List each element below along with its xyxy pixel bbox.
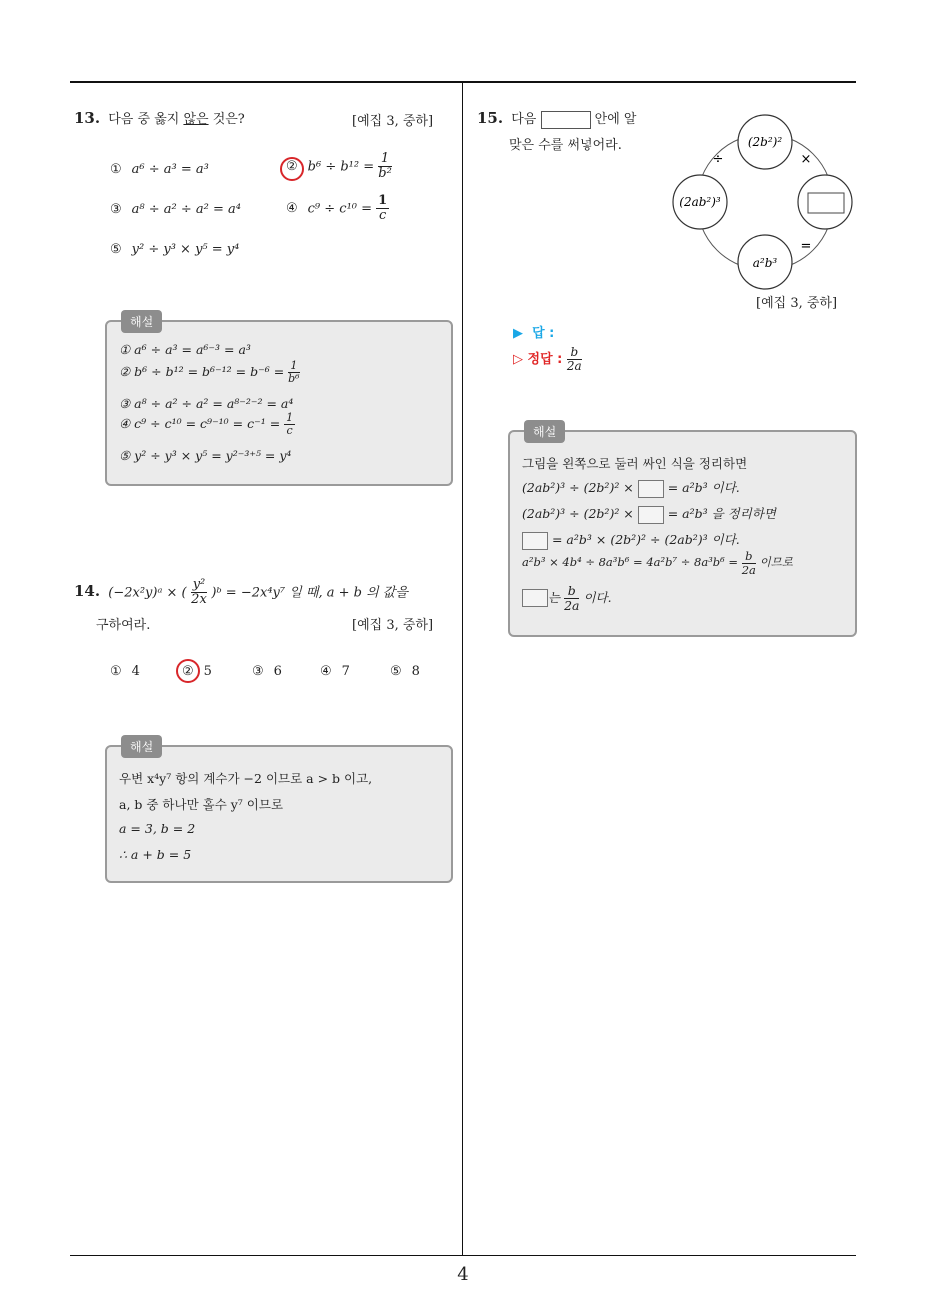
q15-prompt-pre: 다음 — [511, 112, 537, 127]
q13-solution-tag: 해설 — [121, 310, 162, 333]
q15-node-left-label: (2ab²)³ — [679, 195, 721, 209]
q13-prompt-underline: 않은 — [183, 112, 209, 127]
q15-sol-blank-2 — [638, 506, 664, 524]
q13-sol-line-4: ④ c⁹ ÷ c¹⁰ = c⁹⁻¹⁰ = c⁻¹ = $\frac{1}{c}$ — [119, 411, 294, 438]
q14-option-5[interactable]: ⑤ 8 — [390, 664, 420, 679]
q15-node-bottom-label: a²b³ — [752, 256, 778, 270]
q15-sol-line-6: 는 $\frac{b}{2a}$ 이다. — [522, 584, 612, 613]
q15-header — [477, 108, 636, 129]
q15-correct-arrow-icon: ▷ — [513, 352, 523, 368]
top-rule — [70, 81, 856, 83]
q13-sol-line-3: ③ a⁸ ÷ a² ÷ a² = a⁸⁻²⁻² = a⁴ — [119, 396, 294, 411]
q15-node-top-label: (2b²)² — [747, 135, 783, 149]
q15-node-right-blank — [808, 193, 844, 213]
q13-solution-box — [105, 315, 453, 486]
q14-tag: [예집 3, 중하] — [352, 618, 434, 633]
q15-sol-blank-3 — [522, 532, 548, 550]
q13-opt4-fraction: $\frac{1}{c}$ — [378, 193, 388, 224]
q15-correct-fraction: $\frac{b}{2a}$ — [566, 345, 582, 374]
q15-op-times: × — [800, 152, 812, 167]
q14-option-2[interactable]: ② 5 — [182, 664, 212, 679]
q13-tag: [예집 3, 중하] — [352, 114, 434, 129]
q15-sol-line-2: (2ab²)³ ÷ (2b²)² × = a²b³ 이다. — [522, 478, 740, 498]
q15-cycle-diagram — [668, 110, 858, 290]
q14-option-1[interactable]: ① 4 — [110, 664, 140, 679]
q14-option-3[interactable]: ③ 6 — [252, 664, 282, 679]
q15-prompt-line2: 맞은 수를 써넣어라. — [509, 138, 622, 153]
q15-sol-blank-4 — [522, 589, 548, 607]
q14-number: 14. — [74, 582, 101, 601]
q13-option-2[interactable]: ② b⁶ ÷ b¹² = $\frac{1}{\text{b²}}$ — [286, 151, 392, 182]
q13-sol-line-2: ② b⁶ ÷ b¹² = b⁶⁻¹² = b⁻⁶ = $\frac{1}{\text{b⁶}}$ — [119, 359, 300, 386]
page-number: 4 — [457, 1264, 469, 1285]
q15-solution-tag: 해설 — [524, 420, 565, 443]
bottom-rule — [70, 1255, 856, 1256]
q13-option-3[interactable]: ③ a⁸ ÷ a² ÷ a² = a⁴ — [110, 202, 241, 217]
q13-option-5[interactable]: ⑤ y² ÷ y³ × y⁵ = y⁴ — [110, 242, 240, 257]
q15-sol-line-3: (2ab²)³ ÷ (2b²)² × = a²b³ 을 정리하면 — [522, 504, 776, 524]
q15-sol-line-1: 그림을 왼쪽으로 둘러 싸인 식을 정리하면 — [522, 456, 748, 471]
q15-op-equals: = — [800, 239, 812, 254]
q13-header — [74, 108, 245, 127]
q14-header — [74, 578, 408, 608]
q14-prompt-expr: (−2x²y)ᵃ × ( — [108, 585, 187, 601]
q15-correct-label: ▷ 정답 : $\frac{b}{2a}$ — [513, 345, 582, 374]
q14-sol-line-1: 우변 x⁴y⁷ 항의 계수가 −2 이므로 a > b 이고, — [119, 771, 373, 786]
q14-prompt-line2: 구하여라. — [96, 618, 151, 633]
q13-prompt-post: 것은? — [208, 112, 245, 127]
q13-sol-line-5: ⑤ y² ÷ y³ × y⁵ = y²⁻³⁺⁵ = y⁴ — [119, 448, 292, 463]
q15-tag: [예집 3, 중하] — [756, 296, 838, 311]
q15-answer-arrow-icon: ▶ — [513, 326, 523, 341]
q15-blank-box — [541, 111, 591, 129]
q15-sol-line-5: a²b³ × 4b⁴ ÷ 8a³b⁶ = 4a²b⁷ ÷ 8a³b⁶ = $\frac{b}{2a}$ 이므로 — [522, 549, 793, 577]
q15-number: 15. — [477, 109, 504, 127]
q14-option-4[interactable]: ④ 7 — [320, 664, 350, 679]
q15-solution-box — [508, 425, 857, 637]
q15-answer-label: ▶ 답 : — [513, 326, 555, 341]
q13-sol-line-1: ① a⁶ ÷ a³ = a⁶⁻³ = a³ — [119, 342, 251, 357]
q14-prompt-expr2: )ᵇ = −2x⁴y⁷ 일 때, a + b 의 값을 — [211, 585, 408, 601]
q14-sol-line-4: ∴ a + b = 5 — [119, 847, 192, 862]
column-divider — [462, 83, 463, 1256]
q14-sol-line-2: a, b 중 하나만 홀수 y⁷ 이므로 — [119, 797, 284, 812]
q15-sol-blank-1 — [638, 480, 664, 498]
q14-fraction: $\frac{\text{y²}}{2x}$ — [191, 577, 207, 608]
q13-prompt-pre: 다음 중 옳지 — [108, 112, 184, 127]
q13-option-4[interactable]: ④ c⁹ ÷ c¹⁰ = $\frac{1}{c}$ — [286, 193, 388, 224]
q14-sol-line-3: a = 3, b = 2 — [119, 821, 196, 836]
q15-op-divide: ÷ — [712, 152, 724, 167]
q14-solution-box — [105, 740, 453, 883]
q15-sol-line-4: = a²b³ × (2b²)² ÷ (2ab²)³ 이다. — [522, 530, 740, 550]
q13-opt2-fraction: $\frac{1}{\text{b²}}$ — [378, 151, 392, 182]
q13-option-1[interactable]: ① a⁶ ÷ a³ = a³ — [110, 162, 209, 177]
q15-prompt-post: 안에 알 — [594, 112, 637, 127]
q13-number: 13. — [74, 109, 101, 127]
q14-solution-tag: 해설 — [121, 735, 162, 758]
